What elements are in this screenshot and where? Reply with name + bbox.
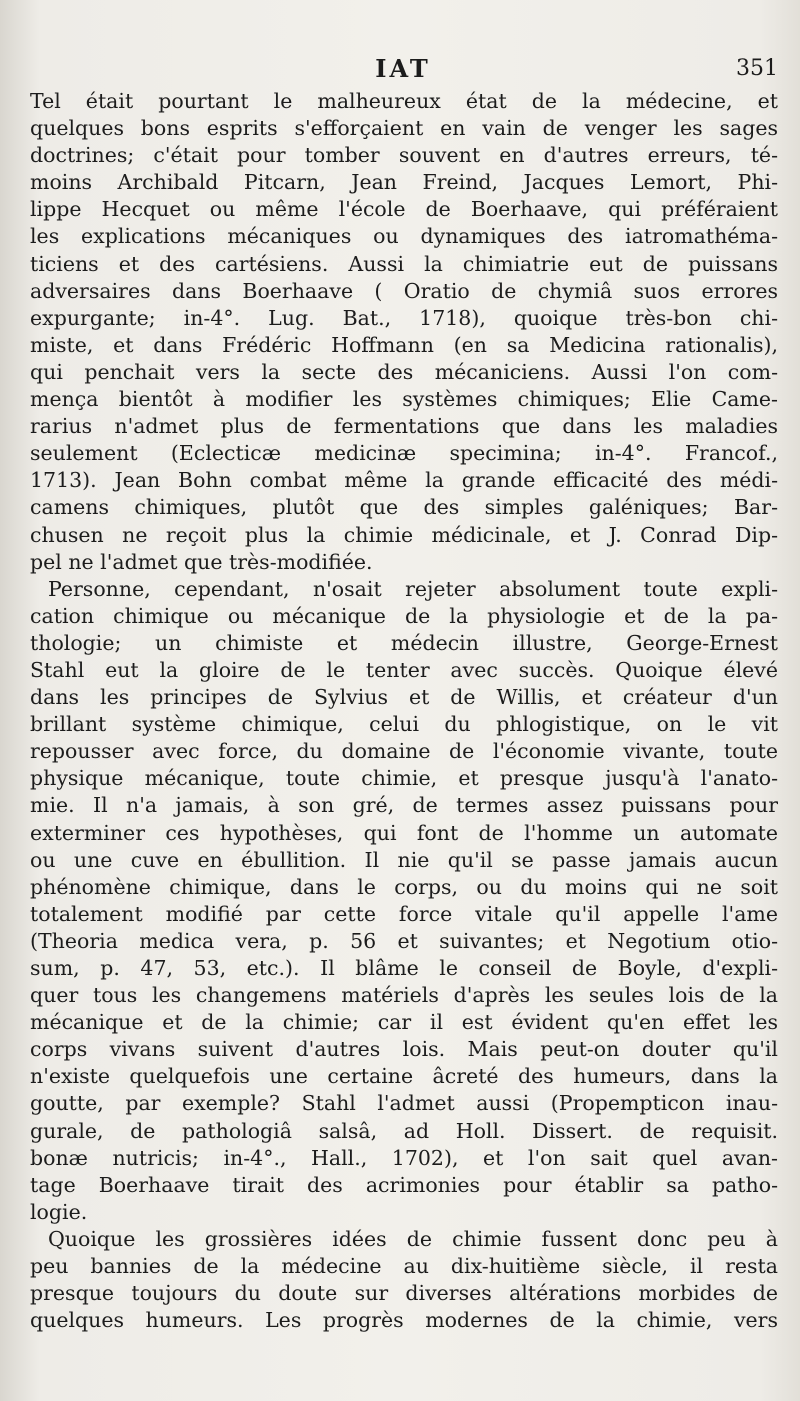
text-line: Stahl eut la gloire de le tenter avec succès. Quoique élevé	[30, 657, 778, 682]
text-line: miste, et dans Frédéric Hoffmann (en sa Medicina rationalis),	[30, 332, 778, 357]
text-line: sum, p. 47, 53, etc.). Il blâme le conseil de Boyle, d'expli-	[30, 956, 778, 980]
text-line: camens chimiques, plutôt que des simples galéniques; Bar-	[30, 495, 778, 520]
text-line: peu bannies de la médecine au dix-huitième siècle, il resta	[30, 1254, 778, 1279]
text-line: n'existe quelquefois une certaine âcreté des humeurs, dans la	[30, 1064, 778, 1089]
text-line: rarius n'admet plus de fermentations que dans les maladies	[30, 414, 778, 439]
text-line: quer tous les changemens matériels d'après les seules lois de la	[30, 983, 778, 1008]
text-line: totalement modifié par cette force vitale qu'il appelle l'ame	[30, 901, 778, 926]
page-number: 351	[736, 56, 778, 81]
text-line: gurale, de pathologiâ salsâ, ad Holl. Dissert. de requisit.	[30, 1118, 778, 1143]
text-line: corps vivans suivent d'autres lois. Mais peut-on douter qu'il	[30, 1037, 778, 1062]
text-line: lippe Hecquet ou même l'école de Boerhaave, qui préféraient	[30, 197, 778, 222]
text-line: mença bientôt à modifier les systèmes chimiques; Elie Came-	[30, 387, 778, 412]
text-line: les explications mécaniques ou dynamiques des iatromathéma-	[30, 224, 778, 249]
text-line: moins Archibald Pitcarn, Jean Freind, Jacques Lemort, Phi-	[30, 170, 778, 195]
text-line: ticiens et des cartésiens. Aussi la chimiatrie eut de puissans	[30, 251, 778, 276]
running-head: IAT	[375, 54, 431, 83]
text-line: thologie; un chimiste et médecin illustre, George-Ernest	[30, 630, 778, 655]
text-line: mie. Il n'a jamais, à son gré, de termes assez puissans pour	[30, 793, 778, 818]
text-line: Quoique les grossières idées de chimie fussent donc peu à	[48, 1226, 778, 1251]
text-line: mécanique et de la chimie; car il est évident qu'en effet les	[30, 1010, 778, 1035]
text-line: bonæ nutricis; in-4°., Hall., 1702), et l'on sait quel avan-	[30, 1145, 778, 1170]
body-text	[30, 88, 778, 1334]
page-header	[28, 54, 778, 90]
text-line: phénomène chimique, dans le corps, ou du moins qui ne soit	[30, 874, 778, 899]
text-line: presque toujours du doute sur diverses altérations morbides de	[30, 1281, 778, 1306]
text-line: quelques humeurs. Les progrès modernes de la chimie, vers	[30, 1308, 778, 1333]
text-line: Personne, cependant, n'osait rejeter absolument toute expli-	[48, 576, 778, 601]
text-line: quelques bons esprits s'efforçaient en vain de venger les sages	[30, 116, 778, 141]
text-line: tage Boerhaave tirait des acrimonies pour établir sa patho-	[30, 1172, 778, 1197]
text-line: repousser avec force, du domaine de l'économie vivante, toute	[30, 739, 778, 764]
text-line: physique mécanique, toute chimie, et presque jusqu'à l'anato-	[30, 766, 778, 791]
text-line: doctrines; c'était pour tomber souvent en d'autres erreurs, té-	[30, 143, 778, 168]
text-line: Tel était pourtant le malheureux état de la médecine, et	[30, 89, 778, 113]
text-line: qui penchait vers la secte des mécaniciens. Aussi l'on com-	[30, 359, 778, 384]
text-line: cation chimique ou mécanique de la physiologie et de la pa-	[30, 603, 778, 628]
text-line: ou une cuve en ébullition. Il nie qu'il se passe jamais aucun	[30, 847, 778, 872]
text-line: seulement (Eclecticæ medicinæ specimina; in-4°. Francof.,	[30, 441, 778, 466]
text-line: (Theoria medica vera, p. 56 et suivantes; et Negotium otio-	[30, 928, 778, 953]
text-line: 1713). Jean Bohn combat même la grande efficacité des médi-	[30, 468, 778, 493]
text-line: expurgante; in-4°. Lug. Bat., 1718), quoique très-bon chi-	[30, 305, 778, 330]
text-line: chusen ne reçoit plus la chimie médicinale, et J. Conrad Dip-	[30, 522, 778, 547]
text-line: exterminer ces hypothèses, qui font de l'homme un automate	[30, 820, 778, 845]
text-line: logie.	[30, 1199, 88, 1224]
text-line: pel ne l'admet que très-modifiée.	[30, 549, 373, 574]
text-line: adversaires dans Boerhaave ( Oratio de chymiâ suos errores	[30, 278, 778, 303]
text-line: brillant système chimique, celui du phlogistique, on le vit	[30, 712, 778, 737]
text-line: dans les principes de Sylvius et de Willis, et créateur d'un	[30, 685, 778, 710]
text-line: goutte, par exemple? Stahl l'admet aussi (Propempticon inau-	[30, 1091, 778, 1116]
